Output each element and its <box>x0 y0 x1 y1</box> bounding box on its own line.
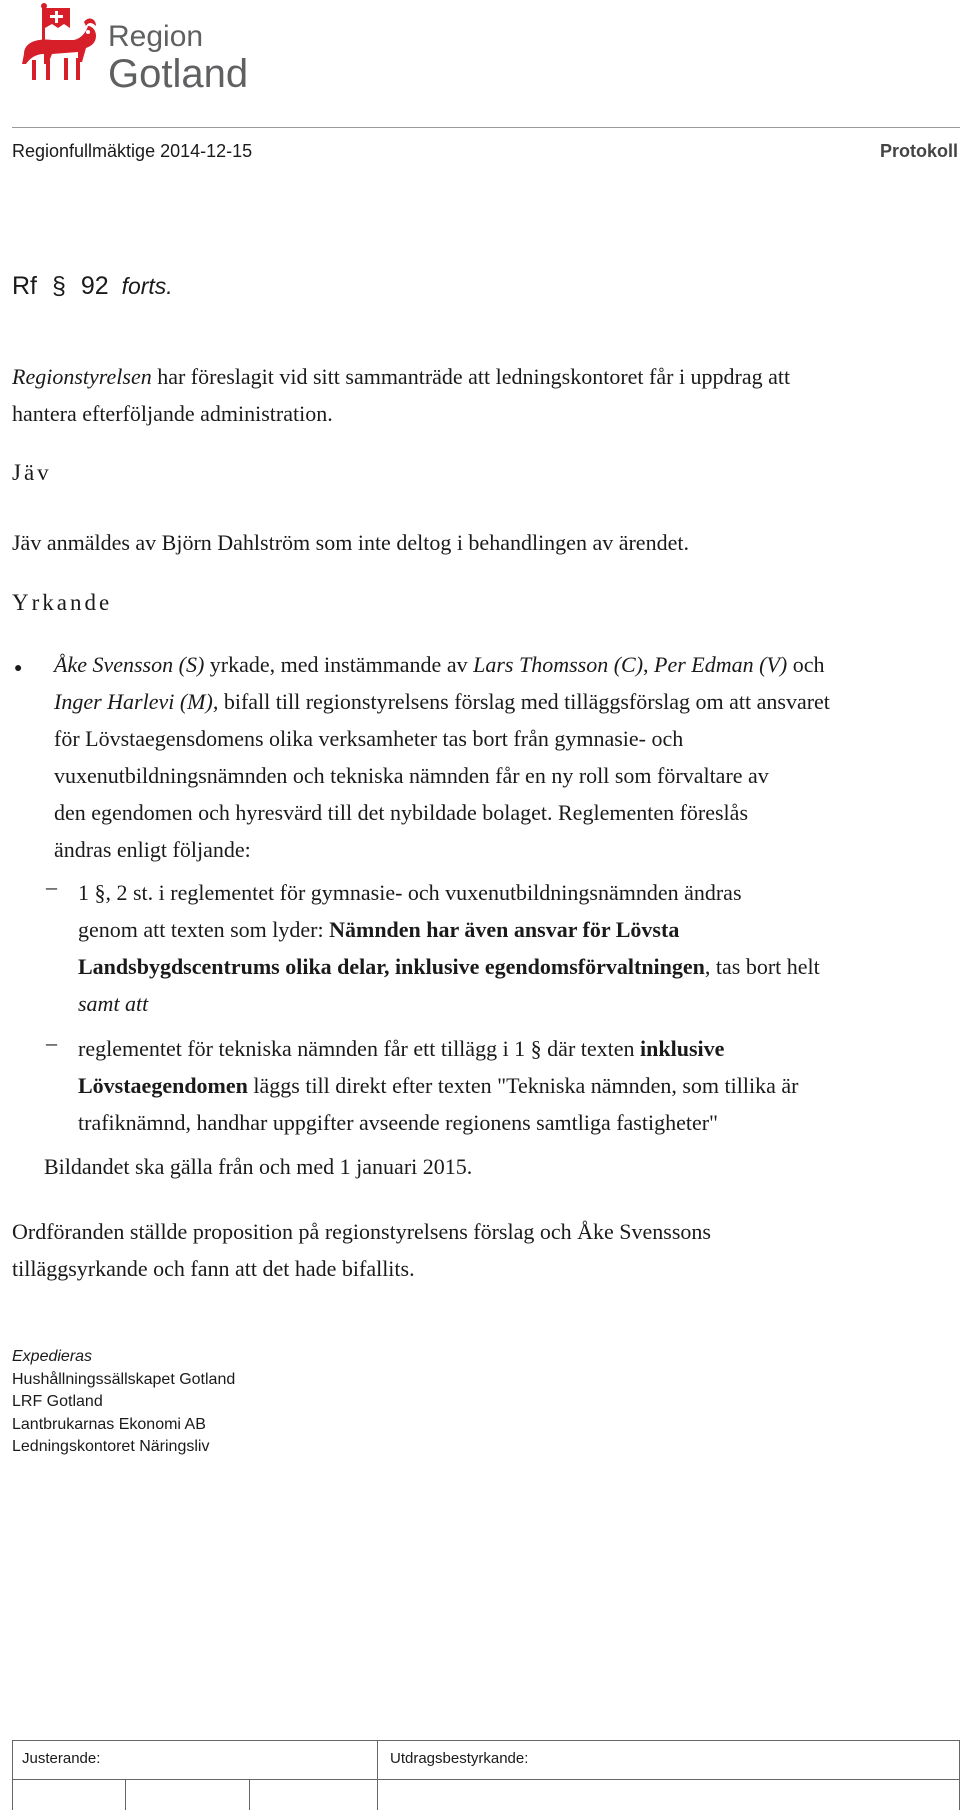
dash2-text-1a: reglementet för tekniska nämnden får ett tillägg i 1 § där texten <box>78 1036 641 1061</box>
closing-sentence: Bildandet ska gälla från och med 1 januari 2015. <box>44 1154 473 1179</box>
bullet-line-4: vuxenutbildningsnämnden och tekniska nämnden får en ny roll som förvaltare av <box>54 763 769 788</box>
justerande-label: Justerande: <box>22 1750 101 1767</box>
dash1-quote-1: Nämnden har även ansvar för Lövsta <box>329 917 680 942</box>
gotland-ram-icon <box>12 2 104 94</box>
signature-box-divider <box>125 1780 126 1810</box>
decision-line-1: Ordföranden ställde proposition på regionstyrelsens förslag och Åke Svenssons <box>12 1219 711 1244</box>
dash1-line-2 <box>78 911 679 948</box>
dash2-text-2b: läggs till direkt efter texten "Tekniska nämnden, som tillika är <box>247 1073 799 1098</box>
bullet-text-2b: bifall till regionstyrelsens förslag med tilläggsförslag om att ansvaret <box>218 689 830 714</box>
document-type: Protokoll <box>879 141 958 161</box>
bullet-text-1d: , <box>643 652 655 677</box>
jav-text: Jäv anmäldes av Björn Dahlström som inte deltog i behandlingen av ärendet. <box>12 530 689 555</box>
bullet-text-1f: och <box>787 652 825 677</box>
dash-marker-1: – <box>46 874 57 899</box>
dash1-line-4: samt att <box>78 991 149 1016</box>
bullet-line-1 <box>54 646 824 683</box>
dash1-text-3b: , tas bort helt <box>704 954 820 979</box>
intro-subject: Regionstyrelsen <box>12 364 152 389</box>
dash2-bold-2: Lövstaegendomen <box>78 1073 248 1098</box>
bullet-line-3: för Lövstaegensdomens olika verksamheter tas bort från gymnasie- och <box>54 726 684 751</box>
dash2-line-1 <box>78 1030 724 1067</box>
dash1-line-1: 1 §, 2 st. i reglementet för gymnasie- och vuxenutbildningsnämnden ändras <box>78 880 742 905</box>
section-suffix: forts. <box>121 273 173 299</box>
signature-footer <box>12 1740 960 1810</box>
bullet-line-5: den egendomen och hyresvärd till det nybildade bolaget. Reglementen föreslås <box>54 800 748 825</box>
supporter-name-3: Inger Harlevi (M), <box>54 689 219 714</box>
recipient-item: Ledningskontoret Näringsliv <box>12 1438 210 1455</box>
dash1-text-2a: genom att texten som lyder: <box>78 917 330 942</box>
intro-text-1: har föreslagit vid sitt sammanträde att ledningskontoret får i uppdrag att <box>151 364 791 389</box>
expedieras-block <box>12 1346 235 1459</box>
jav-heading: Jäv <box>12 460 52 485</box>
logo-wordmark <box>108 22 248 94</box>
dash-marker-2: – <box>46 1030 57 1055</box>
logo-word-region: Region <box>108 20 204 53</box>
section-title <box>12 272 173 301</box>
speaker-name: Åke Svensson (S) <box>54 652 205 677</box>
bullet-line-2 <box>54 683 830 720</box>
meeting-title: Regionfullmäktige 2014-12-15 <box>12 141 253 161</box>
decision-line-2: tilläggsyrkande och fann att det hade bifallits. <box>12 1256 415 1281</box>
bullet-marker: ● <box>14 661 23 676</box>
footer-signature-row <box>12 1779 960 1810</box>
dash1-quote-2: Landsbygdscentrums olika delar, inklusive egendomsförvaltningen <box>78 954 705 979</box>
expedieras-heading: Expedieras <box>12 1348 93 1365</box>
dash2-line-3: trafiknämnd, handhar uppgifter avseende regionens samtliga fastigheter" <box>78 1110 719 1135</box>
section-symbol: § <box>51 272 66 300</box>
supporter-name-1: Lars Thomsson (C) <box>473 652 644 677</box>
intro-line-1 <box>12 358 790 395</box>
recipient-item: Lantbrukarnas Ekonomi AB <box>12 1415 206 1433</box>
utdrag-label: Utdragsbestyrkande: <box>390 1750 529 1767</box>
section-number: 92 <box>80 272 109 300</box>
intro-line-2: hantera efterföljande administration. <box>12 401 333 426</box>
section-prefix: Rf <box>12 272 37 300</box>
recipient-item: LRF Gotland <box>12 1393 103 1410</box>
signature-box-divider <box>249 1780 250 1810</box>
header-divider <box>12 127 960 128</box>
region-gotland-logo <box>12 2 252 94</box>
supporter-name-2: Per Edman (V) <box>654 652 788 677</box>
yrkande-heading: Yrkande <box>12 590 113 615</box>
logo-word-gotland: Gotland <box>108 52 249 96</box>
bullet-line-6: ändras enligt följande: <box>54 837 251 862</box>
dash2-line-2 <box>78 1067 798 1104</box>
dash2-bold-1: inklusive <box>640 1036 725 1061</box>
dash1-line-3 <box>78 948 820 985</box>
bullet-text-1b: yrkade, med instämmande av <box>204 652 474 677</box>
recipient-item: Hushållningssällskapet Gotland <box>12 1370 236 1388</box>
